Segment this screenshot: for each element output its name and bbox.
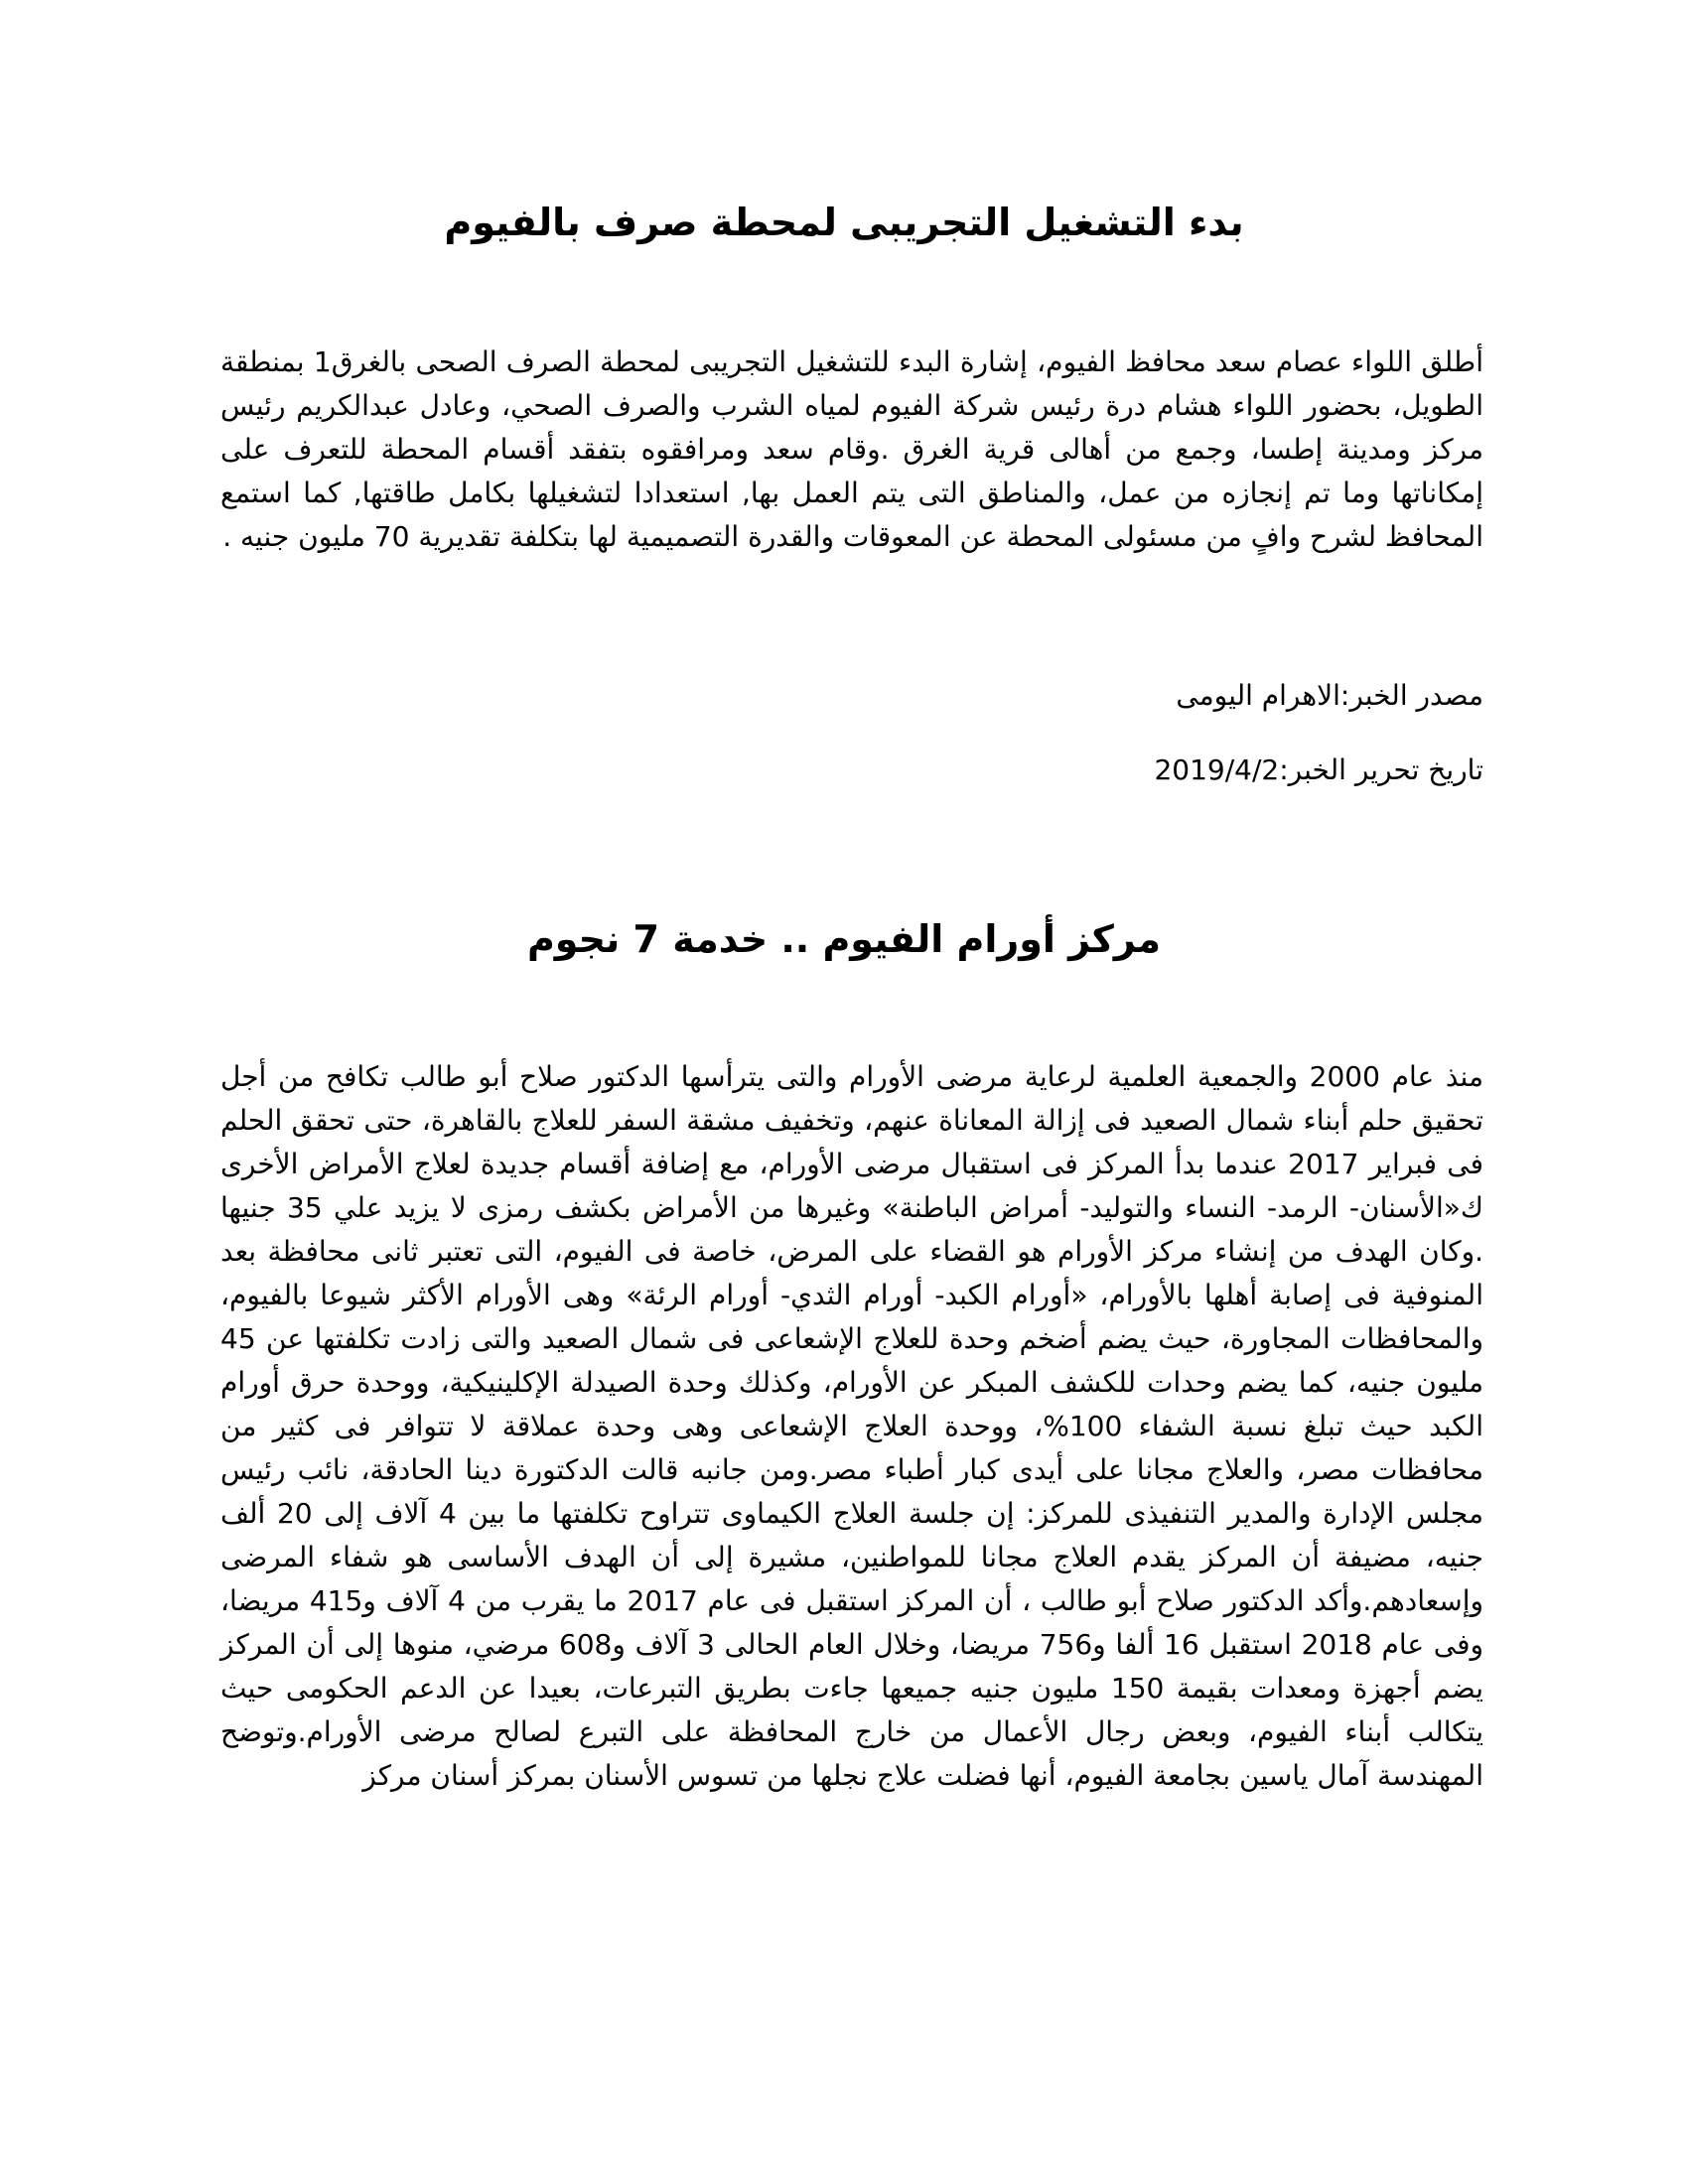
article-1-body: أطلق اللواء عصام سعد محافظ الفيوم، إشارة البدء للتشغيل التجريبى لمحطة الصرف الصحى بالغرق1 بمنطقة الطويل، بحضور اللواء هشام درة رئيس شركة الفيوم لمياه الشرب والصرف الصحي، وعادل عبدالكريم رئيس مركز ومدينة إطسا، وجمع من أهالى قرية الغرق .وقام سعد ومرافقوه بتفقد أقسام المحطة للتعرف على إمكاناتها وما تم إنجازه من عمل، والمناطق التى يتم العمل بها, استعدادا لتشغيلها بكامل طاقتها, كما استمع المحافظ لشرح وافٍ من مسئولى المحطة عن المعوقات والقدرة التصميمية لها بتكلفة تقديرية 70 مليون جنيه .	[220, 345, 1483, 553]
article-1-source: مصدر الخبر:الاهرام اليومى	[1176, 679, 1483, 712]
article-1-date: تاريخ تحرير الخبر:2019/4/2	[1154, 753, 1483, 786]
article-1-title: بدء التشغيل التجريبى لمحطة صرف بالفيوم	[444, 201, 1244, 244]
article-2-title: مركز أورام الفيوم .. خدمة 7 نجوم	[526, 917, 1162, 961]
article-2-body: منذ عام 2000 والجمعية العلمية لرعاية مرضى الأورام والتى يترأسها الدكتور صلاح أبو طالب تكافح من أجل تحقيق حلم أبناء شمال الصعيد فى إزالة المعاناة عنهم، وتخفيف مشقة السفر للعلاج بالقاهرة، حتى تحقق الحلم فى فبراير 2017 عندما بدأ المركز فى استقبال مرضى الأورام، مع إضافة أقسام جديدة لعلاج الأمراض الأخرى ك«الأسنان- الرمد- النساء والتوليد- أمراض الباطنة» وغيرها من الأمراض بكشف رمزى لا يزيد علي 35 جنيها .وكان الهدف من إنشاء مركز الأورام هو القضاء على المرض، خاصة فى الفيوم، التى تعتبر ثانى محافظة بعد المنوفية فى إصابة أهلها بالأورام، «أورام الكبد- أورام الثدي- أورام الرئة» وهى الأورام الأكثر شيوعا بالفيوم، والمحافظات المجاورة، حيث يضم أضخم وحدة للعلاج الإشعاعى فى شمال الصعيد والتى زادت تكلفتها عن 45 مليون جنيه، كما يضم وحدات للكشف المبكر عن الأورام، وكذلك وحدة الصيدلة الإكلينيكية، ووحدة حرق أورام الكبد حيث تبلغ نسبة الشفاء 100%، ووحدة العلاج الإشعاعى وهى وحدة عملاقة لا تتوافر فى كثير من محافظات مصر، والعلاج مجانا على أيدى كبار أطباء مصر.ومن جانبه قالت الدكتورة دينا الحادقة، نائب رئيس مجلس الإدارة والمدير التنفيذى للمركز: إن جلسة العلاج الكيماوى تتراوح تكلفتها ما بين 4 آلاف إلى 20 ألف جنيه، مضيفة أن المركز يقدم العلاج مجانا للمواطنين، مشيرة إلى أن الهدف الأساسى هو شفاء المرضى وإسعادهم.وأكد الدكتور صلاح أبو طالب ، أن المركز استقبل فى عام 2017 ما يقرب من 4 آلاف و415 مريضا، وفى عام 2018 استقبل 16 ألفا و756 مريضا، وخلال العام الحالى 3 آلاف و608 مرضي، منوها إلى أن المركز يضم أجهزة ومعدات بقيمة 150 مليون جنيه جميعها جاءت بطريق التبرعات، بعيدا عن الدعم الحكومى حيث يتكالب أبناء الفيوم، وبعض رجال الأعمال من خارج المحافظة على التبرع لصالح مرضى الأورام.وتوضح المهندسة آمال ياسين بجامعة الفيوم، أنها فضلت علاج نجلها من تسوس الأسنان بمركز أسنان مركز	[220, 1060, 1484, 1792]
